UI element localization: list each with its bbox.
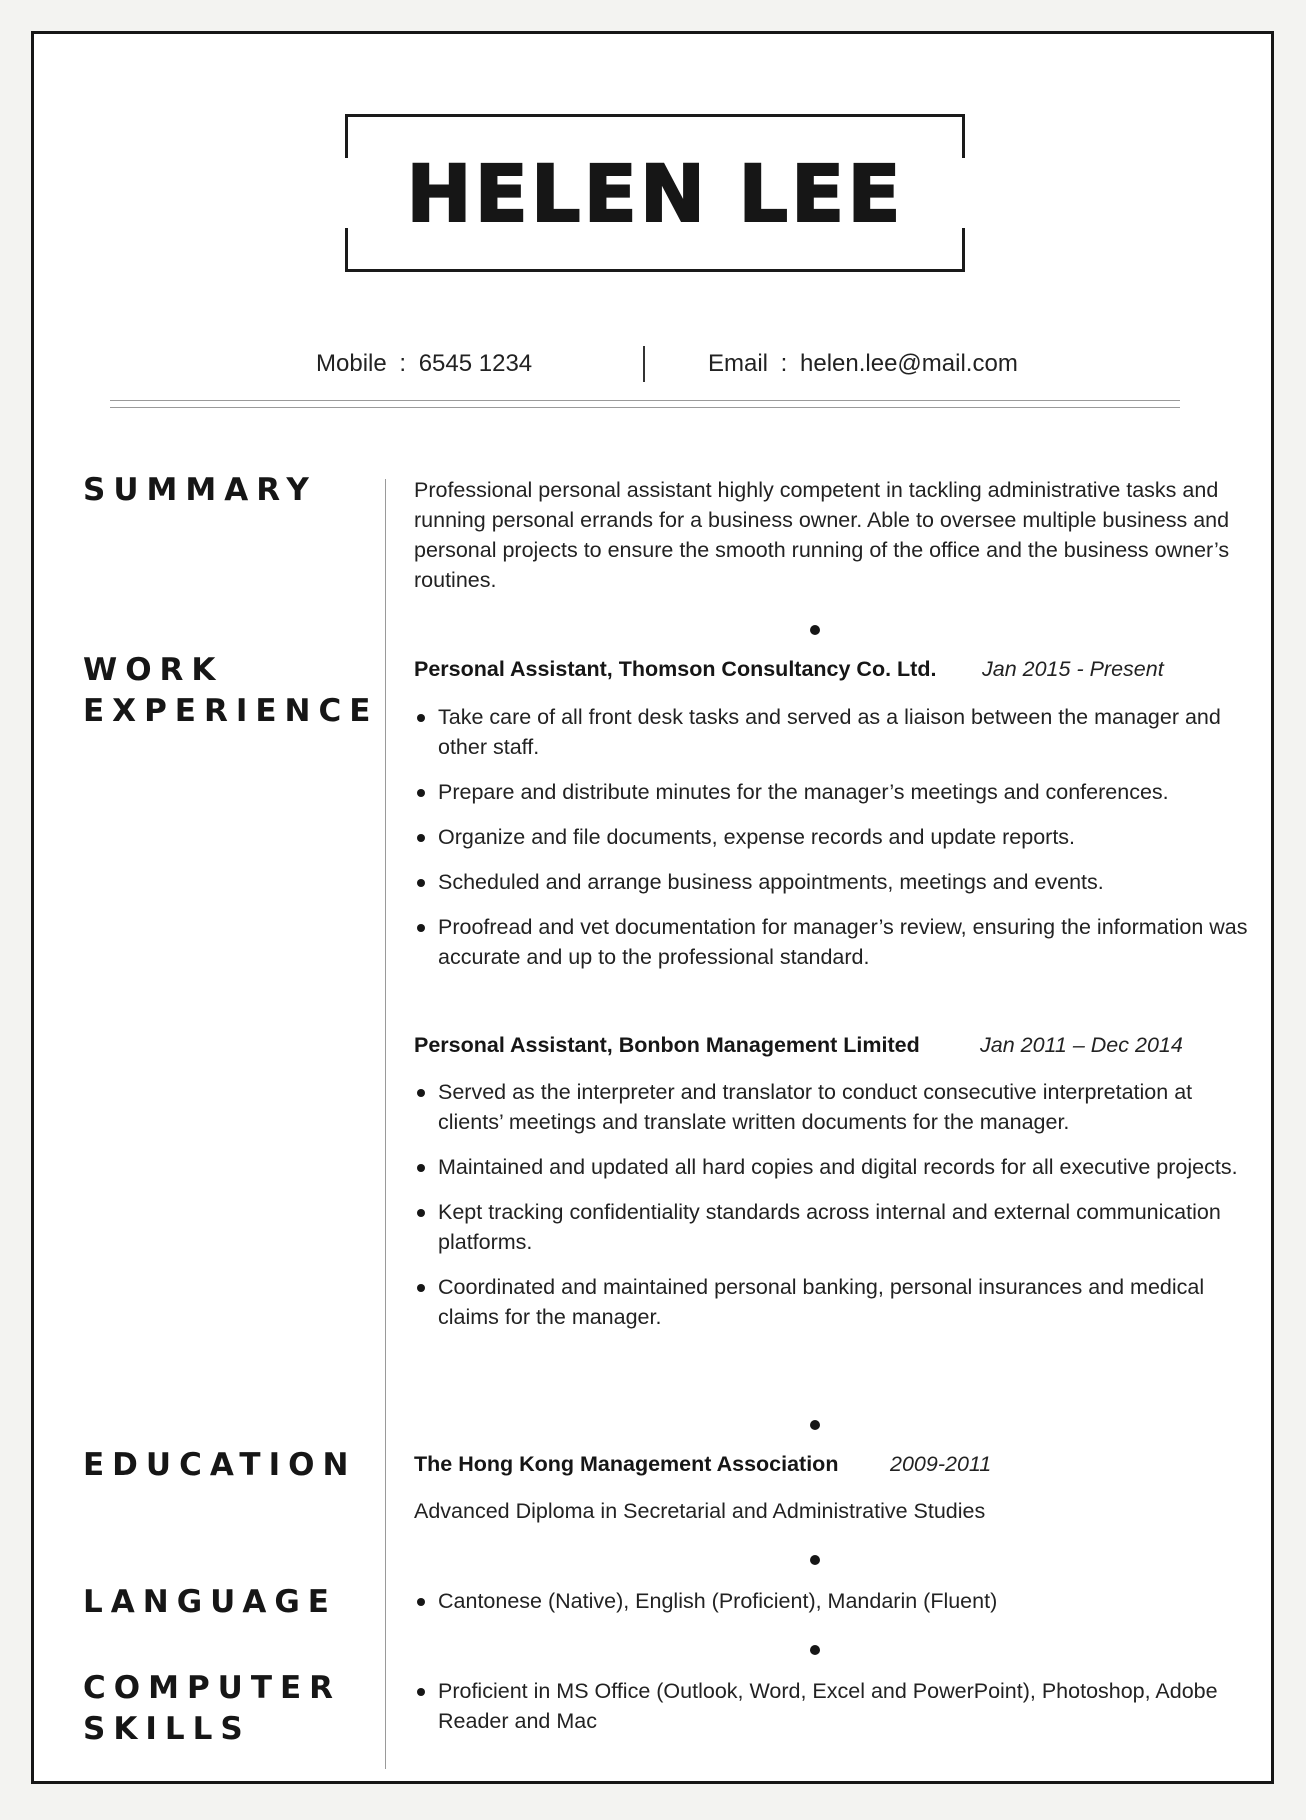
list-item: Take care of all front desk tasks and served as a liaison between the manager and other staff. [414, 702, 1254, 762]
bullet-icon [417, 1284, 425, 1292]
job-1-duties [414, 702, 1254, 987]
section-separator-dot [810, 625, 820, 635]
list-item: Proficient in MS Office (Outlook, Word, Excel and PowerPoint), Photoshop, Adobe Reader and Mac [414, 1676, 1254, 1736]
mobile-value: 6545 1234 [418, 350, 533, 377]
summary-heading: SUMMARY [83, 472, 317, 508]
job-dates-2: Jan 2011 – Dec 2014 [980, 1033, 1183, 1057]
email-label: Email [708, 350, 769, 377]
email-contact [708, 350, 1018, 378]
summary-text: Professional personal assistant highly competent in tackling administrative tasks and running personal errands for a business owner. Able to oversee multiple business and personal projects to ensure the smooth running of the office and the business owner’s routines. [414, 478, 1230, 592]
education-heading: EDUCATION [83, 1447, 357, 1483]
education-dates: 2009-2011 [890, 1452, 992, 1476]
column-divider [385, 479, 386, 1769]
bullet-icon [417, 1164, 425, 1172]
job-title-2: Personal Assistant, Bonbon Management Limited [414, 1033, 920, 1057]
section-separator-dot [810, 1555, 820, 1565]
mobile-separator: : [399, 350, 407, 377]
bullet-icon [417, 1209, 425, 1217]
bullet-icon [417, 1688, 425, 1696]
resume-page [31, 31, 1274, 1784]
list-item: Proofread and vet documentation for manager’s review, ensuring the information was accurate and up to the professional standard. [414, 912, 1254, 972]
header-rule-top [110, 400, 1180, 401]
bullet-icon [417, 879, 425, 887]
list-item: Organize and file documents, expense records and update reports. [414, 822, 1254, 852]
job-dates-1: Jan 2015 - Present [982, 657, 1164, 681]
bullet-icon [417, 789, 425, 797]
list-item: Scheduled and arrange business appointments, meetings and events. [414, 867, 1254, 897]
bullet-icon [417, 834, 425, 842]
bullet-icon [417, 1598, 425, 1606]
mobile-label: Mobile [316, 350, 387, 377]
list-item: Served as the interpreter and translator to conduct consecutive interpretation at clients’ meetings and translate written documents for the manager. [414, 1077, 1254, 1137]
mobile-contact [316, 350, 532, 378]
education-degree: Advanced Diploma in Secretarial and Administrative Studies [414, 1499, 986, 1523]
list-item: Maintained and updated all hard copies and digital records for all executive projects. [414, 1152, 1254, 1182]
job-2-duties [414, 1077, 1254, 1347]
header-rule-bottom [110, 407, 1180, 408]
list-item: Prepare and distribute minutes for the manager’s meetings and conferences. [414, 777, 1254, 807]
list-item: Kept tracking confidentiality standards across internal and external communication platforms. [414, 1197, 1254, 1257]
contact-divider [643, 346, 645, 382]
section-separator-dot [810, 1420, 820, 1430]
email-value[interactable]: helen.lee@mail.com [800, 350, 1018, 377]
language-heading: LANGUAGE [83, 1584, 337, 1620]
list-item: Cantonese (Native), English (Proficient), Mandarin (Fluent) [414, 1586, 1254, 1616]
email-separator: : [780, 350, 788, 377]
computer-skills-list [414, 1676, 1254, 1751]
computer-skills-heading: COMPUTER SKILLS [83, 1670, 342, 1747]
education-institution: The Hong Kong Management Association [414, 1452, 839, 1476]
bullet-icon [417, 924, 425, 932]
language-list [414, 1586, 1254, 1631]
bullet-icon [417, 714, 425, 722]
name-frame [345, 114, 965, 272]
candidate-name: HELEN LEE [406, 150, 904, 240]
section-separator-dot [810, 1645, 820, 1655]
work-experience-heading: WORK EXPERIENCE [83, 652, 379, 729]
list-item: Coordinated and maintained personal banking, personal insurances and medical claims for the manager. [414, 1272, 1254, 1332]
job-title-1: Personal Assistant, Thomson Consultancy Co. Ltd. [414, 657, 937, 681]
bullet-icon [417, 1089, 425, 1097]
